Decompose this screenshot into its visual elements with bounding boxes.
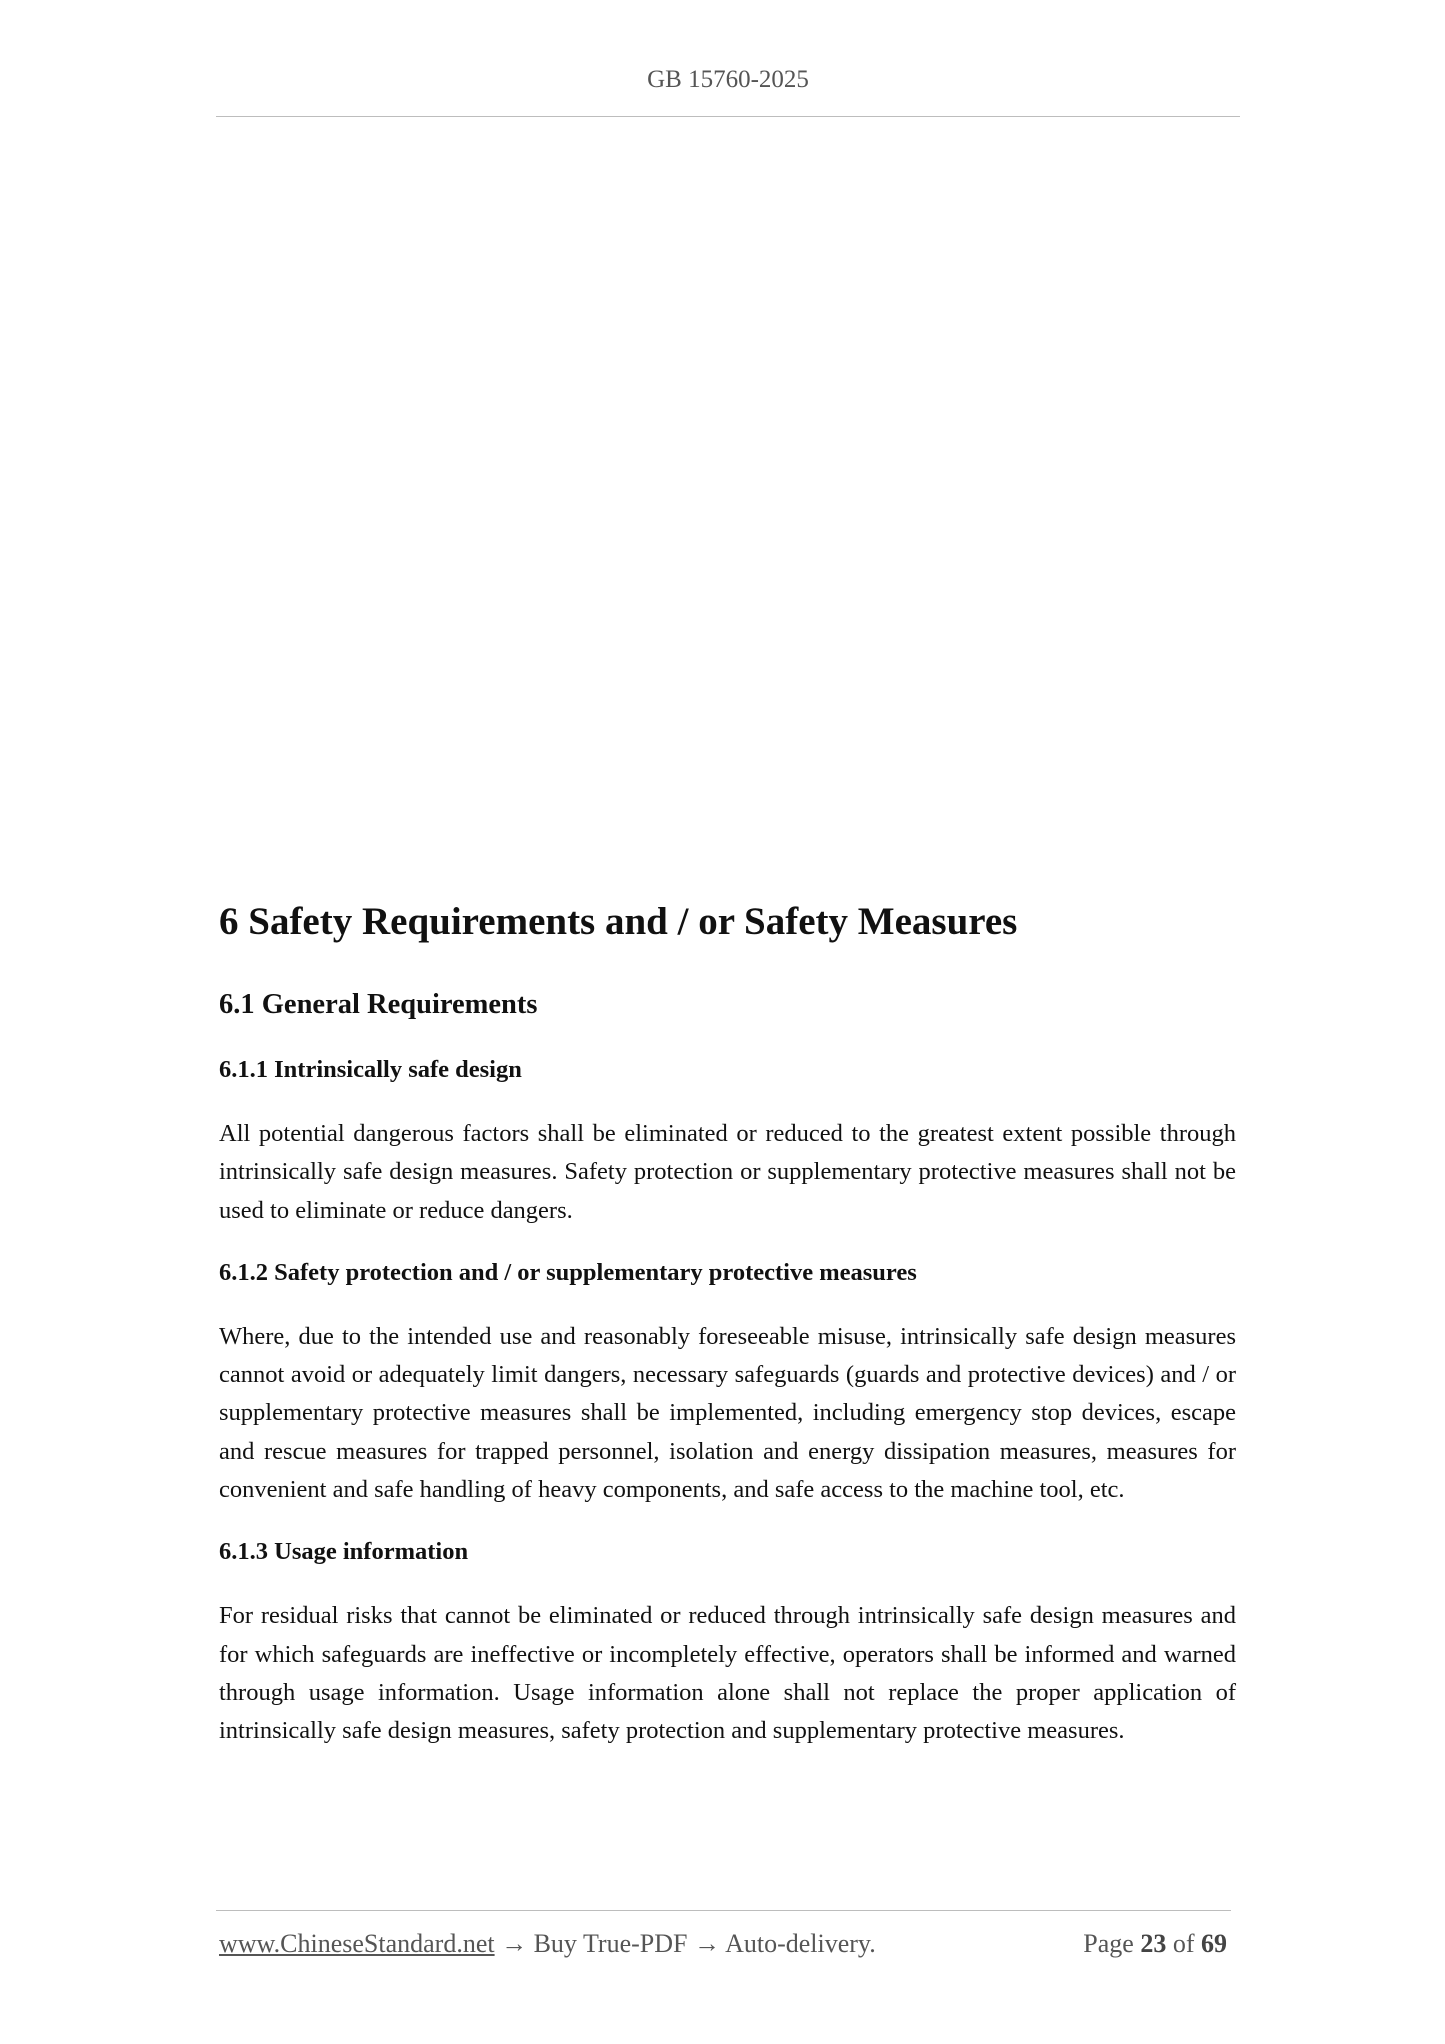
header-divider [216,116,1240,117]
page-number [1083,1929,1227,1959]
clause-body-6-1-1: All potential dangerous factors shall be eliminated or reduced to the greatest extent possible through intrinsically safe design measures. Safety protection or supplementary protective measures shall not be used to eliminate or reduce dangers. [219,1120,1236,1224]
subsection-title: 6.1 General Requirements [219,989,538,1020]
buy-pdf-text: Buy True-PDF [533,1929,688,1958]
clause-body-6-1-3: For residual risks that cannot be eliminated or reduced through intrinsically safe design measures and for which safeguards are ineffective or incompletely effective, operators shall be informed and warned through usage information. Usage information alone shall not replace the proper application of intrinsically safe design measures, safety protection and supplementary protective measures. [219,1602,1236,1745]
arrow-right-icon: → [501,1929,528,1958]
footer-divider [216,1910,1231,1911]
page-header-title: GB 15760-2025 [647,66,809,93]
section-title: 6 Safety Requirements and / or Safety Measures [219,900,1018,943]
page-total: 69 [1201,1929,1227,1958]
document-body [219,895,1236,1777]
arrow-right-icon: → [694,1929,720,1958]
clause-title-6-1-2: 6.1.2 Safety protection and / or supplementary protective measures [219,1258,917,1286]
page-current: 23 [1140,1929,1167,1958]
footer-promo [219,1929,876,1959]
page-label: Page [1083,1929,1134,1958]
page-of-label: of [1172,1929,1195,1958]
clause-title-6-1-3: 6.1.3 Usage information [219,1538,469,1566]
clause-body-6-1-2: Where, due to the intended use and reasonably foreseeable misuse, intrinsically safe design measures cannot avoid or adequately limit dangers, necessary safeguards (guards and protective devices) and / or supplementary protective measures shall be implemented, including emergency stop devices, escape and rescue measures for trapped personnel, isolation and energy dissipation measures, measures for convenient and safe handling of heavy components, and safe access to the machine tool, etc. [219,1322,1236,1504]
auto-delivery-text: Auto-delivery. [725,1929,876,1958]
clause-title-6-1-1: 6.1.1 Intrinsically safe design [219,1056,522,1083]
website-link[interactable]: www.ChineseStandard.net [219,1929,495,1958]
